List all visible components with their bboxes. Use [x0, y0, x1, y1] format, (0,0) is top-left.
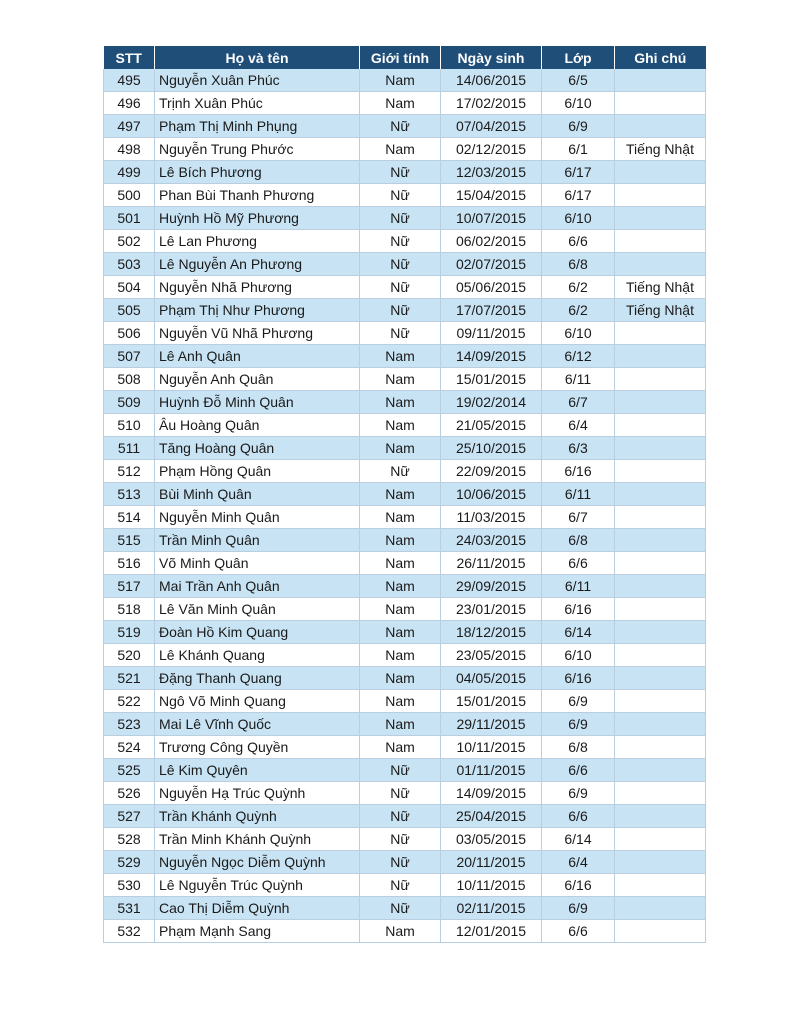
- cell-birth-date: 15/04/2015: [441, 184, 542, 207]
- cell-stt: 497: [104, 115, 155, 138]
- cell-gender: Nam: [360, 552, 441, 575]
- cell-stt: 529: [104, 851, 155, 874]
- table-row: [104, 161, 706, 184]
- cell-stt: 531: [104, 897, 155, 920]
- cell-gender: Nữ: [360, 828, 441, 851]
- cell-full-name: Nguyễn Xuân Phúc: [155, 69, 360, 92]
- cell-note: [615, 920, 706, 943]
- cell-class: 6/1: [542, 138, 615, 161]
- cell-full-name: Phan Bùi Thanh Phương: [155, 184, 360, 207]
- cell-birth-date: 15/01/2015: [441, 690, 542, 713]
- cell-gender: Nữ: [360, 851, 441, 874]
- cell-birth-date: 02/11/2015: [441, 897, 542, 920]
- cell-full-name: Nguyễn Ngọc Diễm Quỳnh: [155, 851, 360, 874]
- cell-stt: 504: [104, 276, 155, 299]
- cell-stt: 513: [104, 483, 155, 506]
- cell-class: 6/8: [542, 253, 615, 276]
- cell-note: [615, 759, 706, 782]
- cell-class: 6/9: [542, 690, 615, 713]
- cell-gender: Nam: [360, 690, 441, 713]
- cell-note: [615, 92, 706, 115]
- table-row: [104, 414, 706, 437]
- cell-birth-date: 23/01/2015: [441, 598, 542, 621]
- cell-birth-date: 09/11/2015: [441, 322, 542, 345]
- cell-full-name: Cao Thị Diễm Quỳnh: [155, 897, 360, 920]
- table-row: [104, 644, 706, 667]
- cell-gender: Nam: [360, 667, 441, 690]
- cell-note: [615, 621, 706, 644]
- table-row: [104, 782, 706, 805]
- cell-birth-date: 29/11/2015: [441, 713, 542, 736]
- cell-stt: 520: [104, 644, 155, 667]
- cell-note: [615, 161, 706, 184]
- cell-gender: Nam: [360, 92, 441, 115]
- cell-note: [615, 874, 706, 897]
- cell-birth-date: 03/05/2015: [441, 828, 542, 851]
- cell-gender: Nam: [360, 736, 441, 759]
- cell-class: 6/11: [542, 575, 615, 598]
- cell-note: [615, 598, 706, 621]
- cell-stt: 522: [104, 690, 155, 713]
- cell-gender: Nam: [360, 506, 441, 529]
- cell-birth-date: 07/04/2015: [441, 115, 542, 138]
- table-row: [104, 92, 706, 115]
- cell-stt: 521: [104, 667, 155, 690]
- cell-note: [615, 115, 706, 138]
- cell-class: 6/16: [542, 598, 615, 621]
- header-gender: Giới tính: [360, 46, 441, 69]
- cell-stt: 499: [104, 161, 155, 184]
- cell-full-name: Nguyễn Anh Quân: [155, 368, 360, 391]
- table-row: [104, 805, 706, 828]
- table-row: [104, 736, 706, 759]
- cell-stt: 512: [104, 460, 155, 483]
- cell-gender: Nữ: [360, 759, 441, 782]
- cell-full-name: Huỳnh Đỗ Minh Quân: [155, 391, 360, 414]
- cell-birth-date: 29/09/2015: [441, 575, 542, 598]
- cell-birth-date: 24/03/2015: [441, 529, 542, 552]
- cell-full-name: Mai Lê Vĩnh Quốc: [155, 713, 360, 736]
- table-row: [104, 506, 706, 529]
- cell-class: 6/8: [542, 736, 615, 759]
- cell-full-name: Bùi Minh Quân: [155, 483, 360, 506]
- cell-full-name: Lê Khánh Quang: [155, 644, 360, 667]
- cell-full-name: Huỳnh Hồ Mỹ Phương: [155, 207, 360, 230]
- cell-full-name: Phạm Thị Như Phương: [155, 299, 360, 322]
- cell-stt: 525: [104, 759, 155, 782]
- cell-birth-date: 06/02/2015: [441, 230, 542, 253]
- header-full-name: Họ và tên: [155, 46, 360, 69]
- cell-stt: 518: [104, 598, 155, 621]
- table-row: [104, 483, 706, 506]
- cell-gender: Nam: [360, 621, 441, 644]
- cell-full-name: Trần Khánh Quỳnh: [155, 805, 360, 828]
- cell-full-name: Lê Kim Quyên: [155, 759, 360, 782]
- cell-class: 6/14: [542, 828, 615, 851]
- cell-birth-date: 17/02/2015: [441, 92, 542, 115]
- cell-stt: 510: [104, 414, 155, 437]
- cell-gender: Nữ: [360, 253, 441, 276]
- cell-class: 6/10: [542, 92, 615, 115]
- cell-note: [615, 230, 706, 253]
- table-row: [104, 299, 706, 322]
- cell-birth-date: 18/12/2015: [441, 621, 542, 644]
- cell-birth-date: 25/10/2015: [441, 437, 542, 460]
- cell-note: [615, 690, 706, 713]
- cell-gender: Nữ: [360, 782, 441, 805]
- cell-class: 6/11: [542, 368, 615, 391]
- cell-note: [615, 414, 706, 437]
- cell-birth-date: 02/07/2015: [441, 253, 542, 276]
- cell-class: 6/10: [542, 644, 615, 667]
- table-row: [104, 207, 706, 230]
- cell-gender: Nam: [360, 575, 441, 598]
- cell-birth-date: 01/11/2015: [441, 759, 542, 782]
- cell-stt: 500: [104, 184, 155, 207]
- cell-full-name: Trịnh Xuân Phúc: [155, 92, 360, 115]
- cell-birth-date: 02/12/2015: [441, 138, 542, 161]
- cell-full-name: Lê Bích Phương: [155, 161, 360, 184]
- table-row: [104, 598, 706, 621]
- table-row: [104, 874, 706, 897]
- cell-full-name: Đặng Thanh Quang: [155, 667, 360, 690]
- cell-stt: 530: [104, 874, 155, 897]
- cell-note: Tiếng Nhật: [615, 299, 706, 322]
- cell-full-name: Phạm Mạnh Sang: [155, 920, 360, 943]
- table-row: [104, 575, 706, 598]
- cell-birth-date: 10/07/2015: [441, 207, 542, 230]
- cell-class: 6/5: [542, 69, 615, 92]
- cell-class: 6/16: [542, 667, 615, 690]
- cell-note: [615, 368, 706, 391]
- cell-note: [615, 483, 706, 506]
- cell-note: [615, 322, 706, 345]
- cell-gender: Nữ: [360, 230, 441, 253]
- header-note: Ghi chú: [615, 46, 706, 69]
- table-row: [104, 138, 706, 161]
- cell-full-name: Đoàn Hồ Kim Quang: [155, 621, 360, 644]
- cell-stt: 496: [104, 92, 155, 115]
- cell-full-name: Lê Nguyễn Trúc Quỳnh: [155, 874, 360, 897]
- cell-class: 6/9: [542, 897, 615, 920]
- cell-note: [615, 851, 706, 874]
- cell-birth-date: 05/06/2015: [441, 276, 542, 299]
- cell-gender: Nam: [360, 644, 441, 667]
- cell-birth-date: 19/02/2014: [441, 391, 542, 414]
- cell-note: [615, 713, 706, 736]
- cell-full-name: Lê Anh Quân: [155, 345, 360, 368]
- table-row: [104, 920, 706, 943]
- table-row: [104, 69, 706, 92]
- student-roster-page: [103, 46, 705, 943]
- cell-stt: 508: [104, 368, 155, 391]
- cell-full-name: Phạm Hồng Quân: [155, 460, 360, 483]
- cell-note: [615, 736, 706, 759]
- cell-gender: Nữ: [360, 115, 441, 138]
- table-row: [104, 322, 706, 345]
- cell-full-name: Nguyễn Nhã Phương: [155, 276, 360, 299]
- header-class: Lớp: [542, 46, 615, 69]
- cell-gender: Nam: [360, 437, 441, 460]
- cell-birth-date: 12/01/2015: [441, 920, 542, 943]
- cell-gender: Nam: [360, 69, 441, 92]
- cell-class: 6/4: [542, 851, 615, 874]
- cell-birth-date: 11/03/2015: [441, 506, 542, 529]
- cell-stt: 526: [104, 782, 155, 805]
- cell-class: 6/7: [542, 506, 615, 529]
- cell-stt: 532: [104, 920, 155, 943]
- table-row: [104, 391, 706, 414]
- cell-gender: Nam: [360, 368, 441, 391]
- table-row: [104, 690, 706, 713]
- cell-full-name: Ngô Võ Minh Quang: [155, 690, 360, 713]
- cell-note: [615, 184, 706, 207]
- cell-full-name: Trần Minh Khánh Quỳnh: [155, 828, 360, 851]
- cell-stt: 511: [104, 437, 155, 460]
- table-row: [104, 529, 706, 552]
- cell-note: [615, 667, 706, 690]
- table-row: [104, 345, 706, 368]
- cell-note: [615, 782, 706, 805]
- cell-class: 6/2: [542, 276, 615, 299]
- cell-class: 6/9: [542, 782, 615, 805]
- cell-note: [615, 644, 706, 667]
- cell-stt: 514: [104, 506, 155, 529]
- cell-gender: Nữ: [360, 299, 441, 322]
- cell-birth-date: 14/09/2015: [441, 782, 542, 805]
- cell-note: [615, 253, 706, 276]
- cell-stt: 517: [104, 575, 155, 598]
- cell-birth-date: 04/05/2015: [441, 667, 542, 690]
- cell-gender: Nam: [360, 138, 441, 161]
- cell-stt: 524: [104, 736, 155, 759]
- cell-stt: 509: [104, 391, 155, 414]
- table-row: [104, 897, 706, 920]
- cell-class: 6/14: [542, 621, 615, 644]
- cell-class: 6/3: [542, 437, 615, 460]
- header-birth-date: Ngày sinh: [441, 46, 542, 69]
- table-row: [104, 276, 706, 299]
- cell-class: 6/17: [542, 184, 615, 207]
- cell-class: 6/16: [542, 460, 615, 483]
- cell-full-name: Nguyễn Vũ Nhã Phương: [155, 322, 360, 345]
- table-row: [104, 759, 706, 782]
- cell-birth-date: 21/05/2015: [441, 414, 542, 437]
- cell-gender: Nam: [360, 483, 441, 506]
- cell-stt: 506: [104, 322, 155, 345]
- cell-stt: 503: [104, 253, 155, 276]
- cell-class: 6/11: [542, 483, 615, 506]
- table-row: [104, 184, 706, 207]
- cell-note: [615, 460, 706, 483]
- cell-note: [615, 437, 706, 460]
- cell-full-name: Lê Văn Minh Quân: [155, 598, 360, 621]
- cell-note: [615, 897, 706, 920]
- cell-full-name: Trần Minh Quân: [155, 529, 360, 552]
- cell-class: 6/9: [542, 713, 615, 736]
- cell-stt: 515: [104, 529, 155, 552]
- student-roster-table: [103, 46, 706, 943]
- cell-gender: Nam: [360, 529, 441, 552]
- cell-gender: Nam: [360, 598, 441, 621]
- cell-full-name: Nguyễn Hạ Trúc Quỳnh: [155, 782, 360, 805]
- table-row: [104, 460, 706, 483]
- cell-note: [615, 805, 706, 828]
- cell-gender: Nam: [360, 391, 441, 414]
- table-row: [104, 437, 706, 460]
- cell-stt: 505: [104, 299, 155, 322]
- table-row: [104, 368, 706, 391]
- cell-class: 6/6: [542, 552, 615, 575]
- cell-gender: Nữ: [360, 322, 441, 345]
- cell-class: 6/9: [542, 115, 615, 138]
- table-row: [104, 230, 706, 253]
- table-row: [104, 552, 706, 575]
- cell-class: 6/8: [542, 529, 615, 552]
- cell-birth-date: 12/03/2015: [441, 161, 542, 184]
- table-header-row: [104, 46, 706, 69]
- cell-full-name: Mai Trần Anh Quân: [155, 575, 360, 598]
- cell-gender: Nữ: [360, 897, 441, 920]
- cell-birth-date: 10/06/2015: [441, 483, 542, 506]
- cell-gender: Nữ: [360, 460, 441, 483]
- table-row: [104, 115, 706, 138]
- cell-full-name: Tăng Hoàng Quân: [155, 437, 360, 460]
- cell-class: 6/16: [542, 874, 615, 897]
- cell-stt: 516: [104, 552, 155, 575]
- header-stt: STT: [104, 46, 155, 69]
- cell-birth-date: 26/11/2015: [441, 552, 542, 575]
- cell-birth-date: 23/05/2015: [441, 644, 542, 667]
- cell-gender: Nam: [360, 713, 441, 736]
- cell-full-name: Trương Công Quyền: [155, 736, 360, 759]
- cell-stt: 498: [104, 138, 155, 161]
- cell-gender: Nữ: [360, 184, 441, 207]
- cell-stt: 519: [104, 621, 155, 644]
- table-row: [104, 667, 706, 690]
- table-row: [104, 621, 706, 644]
- cell-class: 6/12: [542, 345, 615, 368]
- cell-stt: 495: [104, 69, 155, 92]
- table-body: [104, 69, 706, 943]
- cell-stt: 523: [104, 713, 155, 736]
- cell-class: 6/17: [542, 161, 615, 184]
- cell-note: Tiếng Nhật: [615, 276, 706, 299]
- cell-note: [615, 506, 706, 529]
- cell-gender: Nam: [360, 414, 441, 437]
- cell-class: 6/10: [542, 322, 615, 345]
- cell-note: [615, 575, 706, 598]
- cell-class: 6/6: [542, 759, 615, 782]
- cell-birth-date: 10/11/2015: [441, 736, 542, 759]
- cell-gender: Nam: [360, 345, 441, 368]
- cell-note: Tiếng Nhật: [615, 138, 706, 161]
- cell-birth-date: 15/01/2015: [441, 368, 542, 391]
- cell-stt: 501: [104, 207, 155, 230]
- cell-note: [615, 552, 706, 575]
- cell-stt: 507: [104, 345, 155, 368]
- cell-full-name: Lê Nguyễn An Phương: [155, 253, 360, 276]
- cell-birth-date: 22/09/2015: [441, 460, 542, 483]
- cell-class: 6/4: [542, 414, 615, 437]
- cell-birth-date: 20/11/2015: [441, 851, 542, 874]
- cell-full-name: Nguyễn Minh Quân: [155, 506, 360, 529]
- cell-class: 6/6: [542, 920, 615, 943]
- cell-gender: Nữ: [360, 874, 441, 897]
- cell-full-name: Phạm Thị Minh Phụng: [155, 115, 360, 138]
- cell-class: 6/6: [542, 230, 615, 253]
- cell-birth-date: 17/07/2015: [441, 299, 542, 322]
- cell-stt: 502: [104, 230, 155, 253]
- cell-full-name: Lê Lan Phương: [155, 230, 360, 253]
- cell-note: [615, 69, 706, 92]
- cell-birth-date: 14/06/2015: [441, 69, 542, 92]
- cell-class: 6/2: [542, 299, 615, 322]
- cell-note: [615, 529, 706, 552]
- cell-full-name: Âu Hoàng Quân: [155, 414, 360, 437]
- cell-birth-date: 10/11/2015: [441, 874, 542, 897]
- cell-note: [615, 828, 706, 851]
- cell-gender: Nam: [360, 920, 441, 943]
- cell-note: [615, 345, 706, 368]
- cell-stt: 527: [104, 805, 155, 828]
- table-row: [104, 851, 706, 874]
- cell-class: 6/7: [542, 391, 615, 414]
- cell-class: 6/6: [542, 805, 615, 828]
- table-row: [104, 828, 706, 851]
- cell-birth-date: 14/09/2015: [441, 345, 542, 368]
- table-row: [104, 253, 706, 276]
- cell-gender: Nữ: [360, 276, 441, 299]
- cell-note: [615, 207, 706, 230]
- cell-gender: Nữ: [360, 207, 441, 230]
- table-row: [104, 713, 706, 736]
- cell-gender: Nữ: [360, 161, 441, 184]
- cell-full-name: Võ Minh Quân: [155, 552, 360, 575]
- cell-birth-date: 25/04/2015: [441, 805, 542, 828]
- cell-stt: 528: [104, 828, 155, 851]
- cell-class: 6/10: [542, 207, 615, 230]
- cell-gender: Nữ: [360, 805, 441, 828]
- cell-full-name: Nguyễn Trung Phước: [155, 138, 360, 161]
- cell-note: [615, 391, 706, 414]
